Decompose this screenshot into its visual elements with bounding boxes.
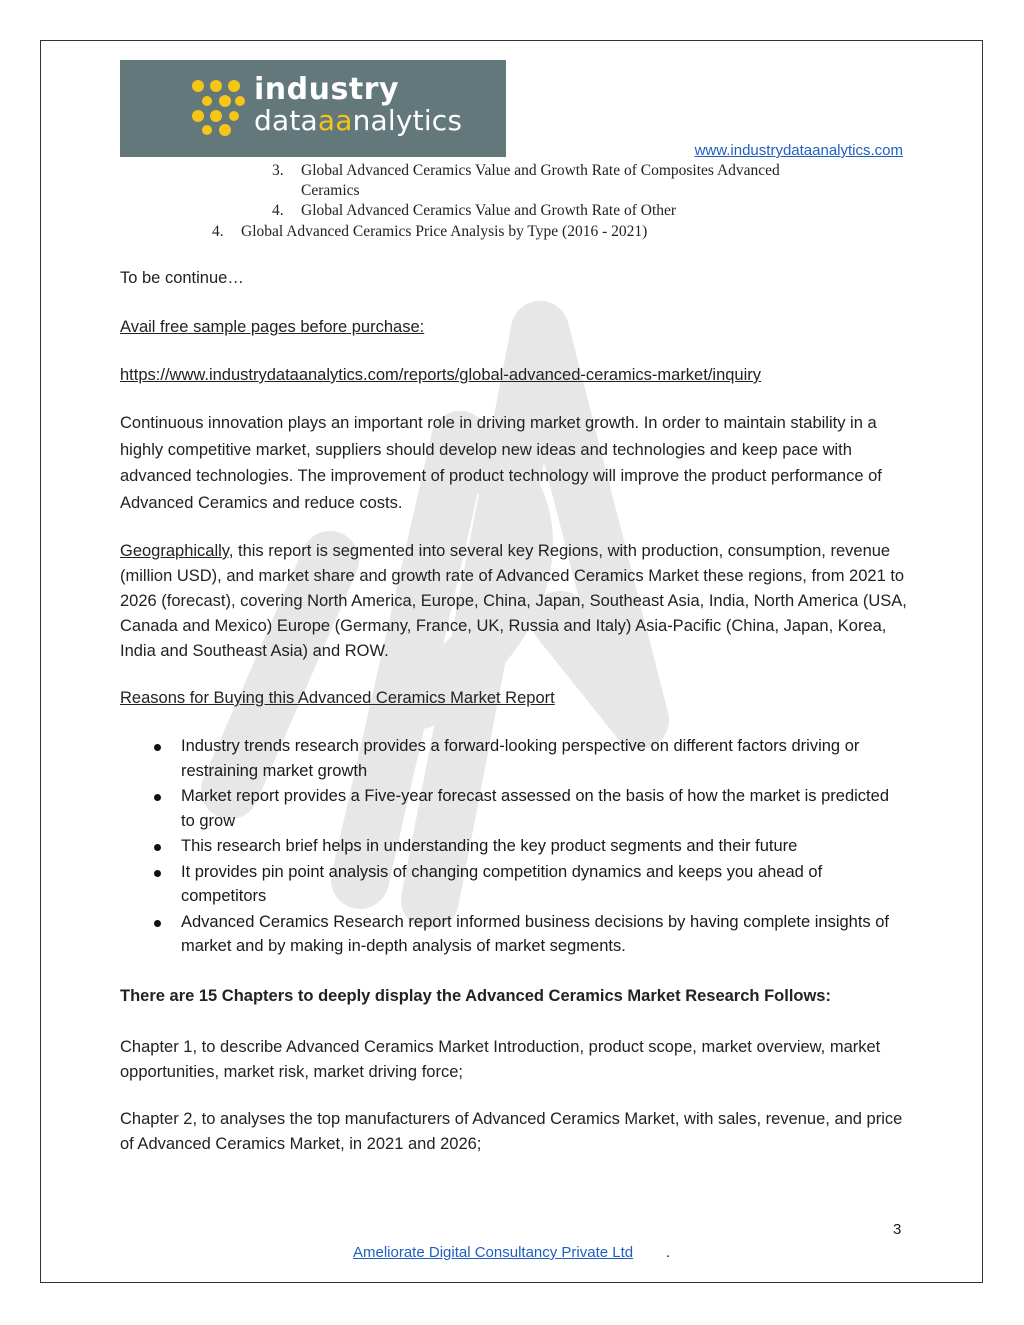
sample-inquiry-link[interactable]: https://www.industrydataanalytics.com/reports/global-advanced-ceramics-market/inquiry	[120, 366, 762, 384]
geography-paragraph	[120, 539, 910, 664]
toc-section-4-text: Global Advanced Ceramics Price Analysis by Type (2016 - 2021)	[241, 223, 648, 240]
chapter-1-paragraph: Chapter 1, to describe Advanced Ceramics Market Introduction, product scope, market overview, market opportunities, market risk, market driving force;	[120, 1038, 881, 1081]
company-link[interactable]: Ameliorate Digital Consultancy Private Ltd	[353, 1244, 634, 1261]
footer-period: .	[666, 1244, 671, 1261]
website-link[interactable]: www.industrydataanalytics.com	[694, 142, 903, 159]
geography-label: Geographically,	[120, 542, 234, 560]
company-logo	[120, 60, 506, 157]
bullet-icon	[154, 870, 161, 877]
list-item: It provides pin point analysis of changing competition dynamics and keeps you ahead of competitors	[120, 860, 900, 909]
toc-item-3-number: 3.	[272, 162, 284, 179]
bullet-icon	[154, 794, 161, 801]
bullet-icon	[154, 920, 161, 927]
toc-item-3-line2: Ceramics	[301, 182, 360, 199]
list-item: Industry trends research provides a forward-looking perspective on different factors driving or restraining market growth	[120, 734, 900, 783]
logo-dots-icon	[190, 78, 246, 138]
toc-item-3-line1: Global Advanced Ceramics Value and Growth Rate of Composites Advanced	[301, 162, 780, 179]
bullet-icon	[154, 844, 161, 851]
list-item: Advanced Ceramics Research report informed business decisions by having complete insights of market and by making in-depth analysis of market segments.	[120, 910, 900, 959]
list-item: Market report provides a Five-year forecast assessed on the basis of how the market is predicted to grow	[120, 784, 900, 833]
logo-word-industry: industry	[254, 72, 400, 107]
bullet-icon	[154, 744, 161, 751]
reasons-heading: Reasons for Buying this Advanced Ceramics Market Report	[120, 689, 555, 707]
geography-text: this report is segmented into several key Regions, with production, consumption, revenue (million USD), and market share and growth rate of Advanced Ceramics Market these regions, from 2021 to 2026 (forecast), covering	[120, 542, 905, 610]
toc-section-4-number: 4.	[212, 223, 224, 240]
logo-word-dataanalytics: dataaanalytics	[254, 104, 463, 137]
chapters-heading: There are 15 Chapters to deeply display the Advanced Ceramics Market Research Follows:	[120, 987, 831, 1005]
geography-regions: North America, Europe, China, Japan, Southeast Asia, India, North America (USA, Canada and Mexico) Europe (Germany, France, UK, Russia and Italy) Asia-Pacific (China, Japan, Korea, India and Southeast Asia) and ROW.	[120, 592, 907, 660]
list-item: This research brief helps in understanding the key product segments and their future	[120, 834, 900, 859]
toc-item-4-number: 4.	[272, 202, 284, 219]
toc-item-4-text: Global Advanced Ceramics Value and Growth Rate of Other	[301, 202, 677, 219]
to-be-continued: To be continue…	[120, 269, 244, 287]
sample-pages-label: Avail free sample pages before purchase:	[120, 318, 425, 336]
chapter-2-paragraph: Chapter 2, to analyses the top manufacturers of Advanced Ceramics Market, with sales, revenue, and price of Advanced Ceramics Market, in 2021 and 2026;	[120, 1110, 903, 1153]
innovation-paragraph: Continuous innovation plays an important role in driving market growth. In order to maintain stability in a highly competitive market, suppliers should develop new ideas and technologies and keep pace with advanced technologies. The improvement of product technology will improve the product performance of Advanced Ceramics and reduce costs.	[120, 414, 882, 512]
page-number: 3	[893, 1221, 902, 1238]
reasons-list	[120, 734, 900, 960]
